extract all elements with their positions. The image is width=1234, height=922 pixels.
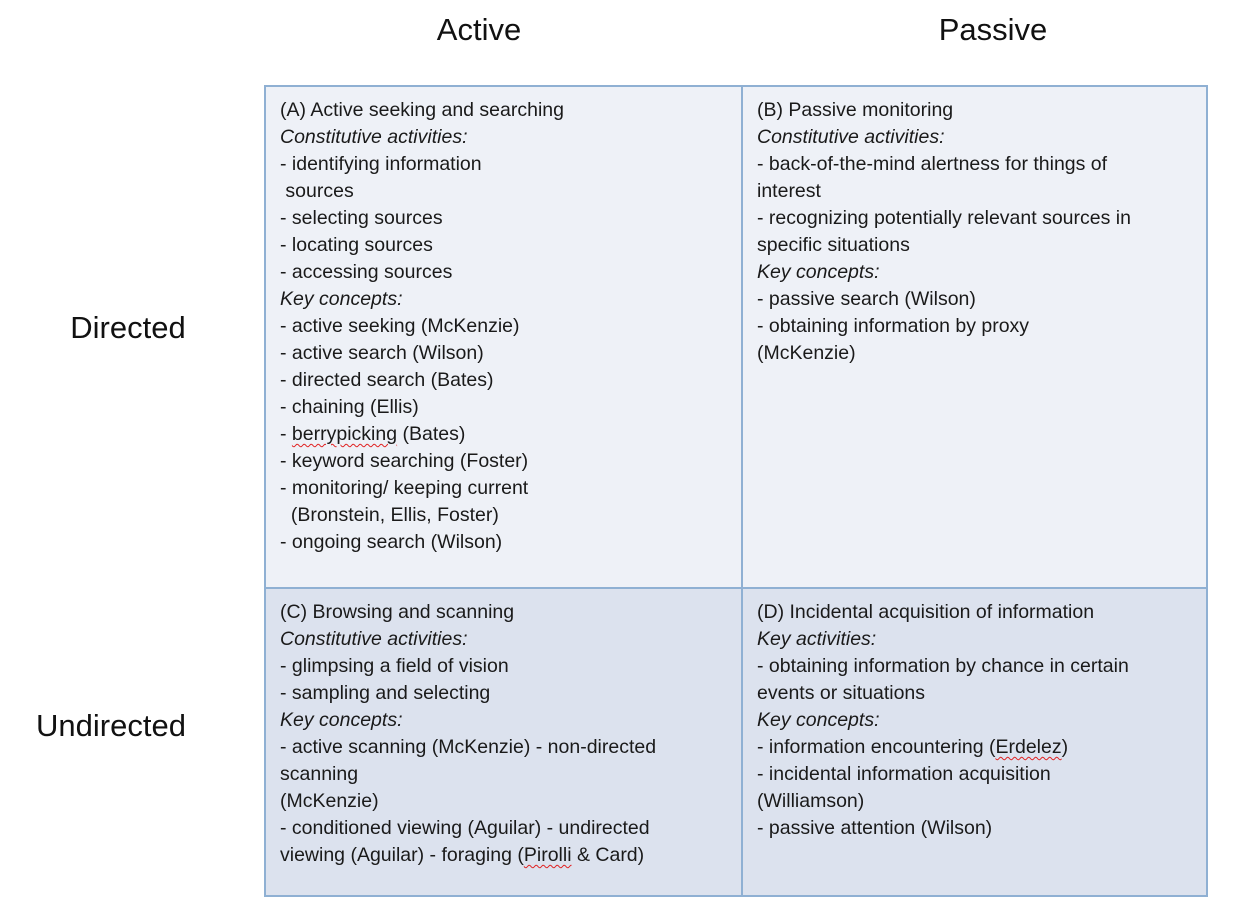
cell-title: (A) Active seeking and searching (280, 99, 564, 121)
list-item: - selecting sources (280, 207, 443, 229)
list-item: - active scanning (McKenzie) - non-directed (280, 736, 657, 758)
section-label: Key concepts: (280, 709, 403, 731)
cell-title: (C) Browsing and scanning (280, 601, 515, 623)
list-item: events or situations (757, 682, 926, 704)
section-label: Key activities: (757, 628, 877, 650)
list-item: sources (280, 180, 354, 202)
cell-lines (757, 626, 1194, 842)
list-item: (Williamson) (757, 790, 865, 812)
list-item: - active seeking (McKenzie) (280, 315, 520, 337)
cell-c-browsing-scanning (266, 587, 743, 895)
list-item: - obtaining information by proxy (757, 315, 1030, 337)
list-item: scanning (280, 763, 359, 785)
list-item: - active search (Wilson) (280, 342, 484, 364)
list-item: (McKenzie) (757, 342, 856, 364)
section-label: Key concepts: (757, 709, 880, 731)
cell-title: (D) Incidental acquisition of information (757, 601, 1095, 623)
section-label: Constitutive activities: (280, 126, 468, 148)
quadrant-grid (264, 85, 1208, 897)
list-item: - keyword searching (Foster) (280, 450, 529, 472)
section-label: Constitutive activities: (757, 126, 945, 148)
list-item: - monitoring/ keeping current (280, 477, 529, 499)
list-item: (McKenzie) (280, 790, 379, 812)
row-header-undirected: Undirected (36, 708, 186, 743)
list-item: - berrypicking (Bates) (280, 423, 466, 445)
cell-b-passive-monitoring (743, 87, 1206, 587)
list-item: interest (757, 180, 821, 202)
list-item: - accessing sources (280, 261, 453, 283)
list-item: - passive attention (Wilson) (757, 817, 993, 839)
list-item: - conditioned viewing (Aguilar) - undirected (280, 817, 650, 839)
list-item: - sampling and selecting (280, 682, 491, 704)
column-header-passive: Passive (938, 12, 1048, 47)
list-item: (Bronstein, Ellis, Foster) (280, 504, 499, 526)
list-item: - obtaining information by chance in certain (757, 655, 1129, 677)
list-item: - chaining (Ellis) (280, 396, 419, 418)
list-item: - back-of-the-mind alertness for things of (757, 153, 1108, 175)
section-label: Key concepts: (280, 288, 403, 310)
list-item: - directed search (Bates) (280, 369, 494, 391)
row-header-directed: Directed (70, 310, 186, 345)
column-header-active: Active (436, 12, 522, 47)
section-label: Key concepts: (757, 261, 880, 283)
list-item: - identifying information (280, 153, 482, 175)
list-item: viewing (Aguilar) - foraging (Pirolli & Card) (280, 844, 645, 866)
list-item: specific situations (757, 234, 910, 256)
cell-a-active-seeking (266, 87, 743, 587)
cell-lines (757, 124, 1194, 367)
cell-title: (B) Passive monitoring (757, 99, 954, 121)
list-item: - information encountering (Erdelez) (757, 736, 1069, 758)
list-item: - recognizing potentially relevant sources in (757, 207, 1131, 229)
list-item: - locating sources (280, 234, 433, 256)
cell-lines (280, 124, 729, 556)
section-label: Constitutive activities: (280, 628, 468, 650)
cell-d-incidental-acquisition (743, 587, 1206, 895)
cell-lines (280, 626, 729, 869)
list-item: - ongoing search (Wilson) (280, 531, 503, 553)
list-item: - incidental information acquisition (757, 763, 1051, 785)
list-item: - glimpsing a field of vision (280, 655, 509, 677)
list-item: - passive search (Wilson) (757, 288, 976, 310)
